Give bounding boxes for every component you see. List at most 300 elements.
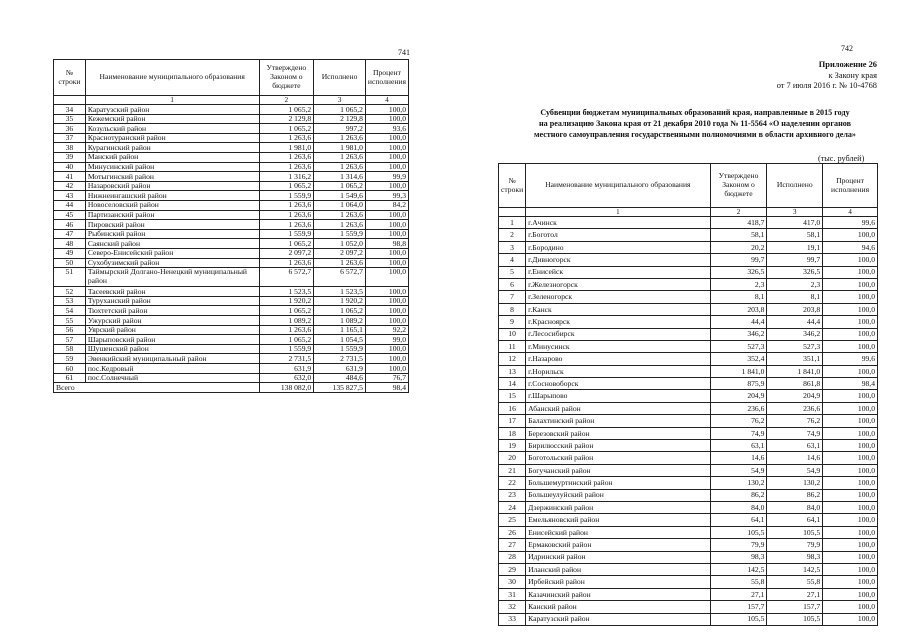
approved-amount: 55,8 bbox=[710, 576, 767, 588]
approved-amount: 346,2 bbox=[710, 328, 767, 340]
row-number: 25 bbox=[499, 514, 526, 526]
municipality-name: Уярский район bbox=[85, 325, 259, 335]
approved-amount: 1 263,6 bbox=[259, 152, 314, 162]
executed-amount: 14,6 bbox=[767, 452, 823, 464]
approved-amount: 418,7 bbox=[710, 217, 767, 229]
municipality-name: г.Бородино bbox=[526, 241, 710, 253]
execution-percent: 100,0 bbox=[823, 266, 878, 278]
execution-percent: 100,0 bbox=[823, 390, 878, 402]
municipality-name: пос.Кедровый bbox=[85, 364, 259, 374]
execution-percent: 100,0 bbox=[365, 306, 408, 316]
document-title bbox=[500, 108, 890, 141]
executed-amount: 105,5 bbox=[767, 613, 823, 625]
executed-amount: 236,6 bbox=[767, 402, 823, 414]
table-row bbox=[499, 427, 878, 439]
execution-percent: 100,0 bbox=[365, 258, 408, 268]
execution-percent: 98,4 bbox=[823, 378, 878, 390]
municipality-name: Енисейский район bbox=[526, 526, 710, 538]
table-row bbox=[499, 303, 878, 315]
approved-amount: 204,9 bbox=[710, 390, 767, 402]
execution-percent: 99,3 bbox=[365, 191, 408, 201]
table-row bbox=[499, 526, 878, 538]
executed-amount: 1 263,6 bbox=[314, 162, 366, 172]
executed-amount: 1 314,6 bbox=[314, 172, 366, 182]
total-label: Всего bbox=[54, 383, 260, 393]
approved-amount: 79,9 bbox=[710, 539, 767, 551]
table-row bbox=[499, 501, 878, 513]
row-number: 5 bbox=[499, 266, 526, 278]
page-number-left: 741 bbox=[398, 48, 410, 57]
table-row bbox=[54, 344, 409, 354]
row-number: 49 bbox=[54, 248, 86, 258]
approved-amount: 1 089,2 bbox=[259, 316, 314, 326]
execution-percent: 100,0 bbox=[823, 539, 878, 551]
municipality-name: Канский район bbox=[526, 601, 710, 613]
municipality-name: Рыбинский район bbox=[85, 229, 259, 239]
executed-amount: 27,1 bbox=[767, 588, 823, 600]
municipality-name: г.Красноярск bbox=[526, 316, 710, 328]
municipality-name: Дзержинский район bbox=[526, 501, 710, 513]
execution-percent: 76,7 bbox=[365, 373, 408, 383]
row-number: 4 bbox=[499, 254, 526, 266]
approved-amount: 1 263,6 bbox=[259, 210, 314, 220]
approved-amount: 1 559,9 bbox=[259, 344, 314, 354]
approved-amount: 1 263,6 bbox=[259, 162, 314, 172]
appendix-law: к Закону края bbox=[828, 70, 877, 80]
column-number: 2 bbox=[259, 96, 314, 105]
header-executed: Исполнено bbox=[767, 164, 823, 208]
row-number: 6 bbox=[499, 278, 526, 290]
approved-amount: 1 559,9 bbox=[259, 191, 314, 201]
execution-percent: 100,0 bbox=[823, 588, 878, 600]
execution-percent: 100,0 bbox=[365, 105, 408, 115]
municipality-name: Партизанский район bbox=[85, 210, 259, 220]
execution-percent: 100,0 bbox=[365, 296, 408, 306]
header-municipality: Наименование муниципального образования bbox=[85, 60, 259, 96]
total-executed: 135 827,5 bbox=[314, 383, 366, 393]
municipality-name: Казачинский район bbox=[526, 588, 710, 600]
approved-amount: 99,7 bbox=[710, 254, 767, 266]
table-row bbox=[499, 551, 878, 563]
approved-amount: 63,1 bbox=[710, 440, 767, 452]
table-row bbox=[54, 306, 409, 316]
municipality-name: г.Сосновоборск bbox=[526, 378, 710, 390]
executed-amount: 130,2 bbox=[767, 477, 823, 489]
approved-amount: 527,3 bbox=[710, 340, 767, 352]
approved-amount: 875,9 bbox=[710, 378, 767, 390]
table-row bbox=[499, 402, 878, 414]
table-row bbox=[499, 241, 878, 253]
executed-amount: 74,9 bbox=[767, 427, 823, 439]
municipality-name: г.Минусинск bbox=[526, 340, 710, 352]
execution-percent: 100,0 bbox=[823, 340, 878, 352]
execution-percent: 93,6 bbox=[365, 124, 408, 134]
row-number: 33 bbox=[499, 613, 526, 625]
table-row bbox=[499, 340, 878, 352]
approved-amount: 1 065,2 bbox=[259, 181, 314, 191]
table-row bbox=[54, 105, 409, 115]
table-row bbox=[499, 353, 878, 365]
execution-percent: 100,0 bbox=[365, 162, 408, 172]
row-number: 40 bbox=[54, 162, 86, 172]
executed-amount: 631,9 bbox=[314, 364, 366, 374]
executed-amount: 2 129,8 bbox=[314, 114, 366, 124]
execution-percent: 100,0 bbox=[823, 563, 878, 575]
document-title-line: местного самоуправления государственными полномочиями в области архивного дела» bbox=[534, 129, 856, 139]
row-number: 52 bbox=[54, 287, 86, 297]
table-row bbox=[54, 133, 409, 143]
table-row bbox=[499, 328, 878, 340]
row-number: 8 bbox=[499, 303, 526, 315]
municipality-name: Назаровский район bbox=[85, 181, 259, 191]
executed-amount: 8,1 bbox=[767, 291, 823, 303]
approved-amount: 1 316,2 bbox=[259, 172, 314, 182]
approved-amount: 64,1 bbox=[710, 514, 767, 526]
approved-amount: 142,5 bbox=[710, 563, 767, 575]
approved-amount: 2 097,2 bbox=[259, 248, 314, 258]
row-number: 36 bbox=[54, 124, 86, 134]
column-number: 4 bbox=[823, 208, 878, 217]
row-number: 1 bbox=[499, 217, 526, 229]
right-budget-table bbox=[498, 163, 878, 626]
row-number: 57 bbox=[54, 335, 86, 345]
execution-percent: 100,0 bbox=[823, 316, 878, 328]
municipality-name: Иланский район bbox=[526, 563, 710, 575]
municipality-name: Эвенкийский муниципальный район bbox=[85, 354, 259, 364]
executed-amount: 1 065,2 bbox=[314, 306, 366, 316]
right-table-body bbox=[499, 217, 878, 626]
row-number: 58 bbox=[54, 344, 86, 354]
executed-amount: 1 052,0 bbox=[314, 239, 366, 249]
approved-amount: 1 065,2 bbox=[259, 239, 314, 249]
table-row bbox=[54, 268, 409, 287]
approved-amount: 1 263,6 bbox=[259, 200, 314, 210]
row-number: 56 bbox=[54, 325, 86, 335]
approved-amount: 84,0 bbox=[710, 501, 767, 513]
execution-percent: 100,0 bbox=[823, 601, 878, 613]
municipality-name: Богучанский район bbox=[526, 464, 710, 476]
row-number: 45 bbox=[54, 210, 86, 220]
municipality-name: г.Канск bbox=[526, 303, 710, 315]
approved-amount: 1 263,6 bbox=[259, 258, 314, 268]
municipality-name: Мотыгинский район bbox=[85, 172, 259, 182]
municipality-name: Краснотуранский район bbox=[85, 133, 259, 143]
execution-percent: 100,0 bbox=[365, 229, 408, 239]
table-row bbox=[54, 143, 409, 153]
executed-amount: 98,3 bbox=[767, 551, 823, 563]
row-number: 28 bbox=[499, 551, 526, 563]
municipality-name: Балахтинский район bbox=[526, 415, 710, 427]
table-row bbox=[54, 364, 409, 374]
municipality-name: Большемуртинский район bbox=[526, 477, 710, 489]
executed-amount: 79,9 bbox=[767, 539, 823, 551]
table-row bbox=[499, 601, 878, 613]
table-row bbox=[499, 489, 878, 501]
table-row bbox=[54, 229, 409, 239]
executed-amount: 19,1 bbox=[767, 241, 823, 253]
column-number: 3 bbox=[767, 208, 823, 217]
row-number: 55 bbox=[54, 316, 86, 326]
row-number: 20 bbox=[499, 452, 526, 464]
executed-amount: 2 097,2 bbox=[314, 248, 366, 258]
table-row bbox=[499, 254, 878, 266]
execution-percent: 100,0 bbox=[365, 364, 408, 374]
approved-amount: 1 263,6 bbox=[259, 133, 314, 143]
row-number: 54 bbox=[54, 306, 86, 316]
execution-percent: 100,0 bbox=[365, 287, 408, 297]
approved-amount: 6 572,7 bbox=[259, 268, 314, 287]
row-number: 12 bbox=[499, 353, 526, 365]
column-number bbox=[54, 96, 86, 105]
execution-percent: 100,0 bbox=[365, 316, 408, 326]
approved-amount: 2,3 bbox=[710, 278, 767, 290]
executed-amount: 1 559,9 bbox=[314, 229, 366, 239]
municipality-name: Северо-Енисейский район bbox=[85, 248, 259, 258]
execution-percent: 100,0 bbox=[823, 229, 878, 241]
approved-amount: 58,1 bbox=[710, 229, 767, 241]
executed-amount: 1 054,5 bbox=[314, 335, 366, 345]
execution-percent: 100,0 bbox=[823, 526, 878, 538]
executed-amount: 63,1 bbox=[767, 440, 823, 452]
table-row bbox=[54, 124, 409, 134]
executed-amount: 351,1 bbox=[767, 353, 823, 365]
execution-percent: 100,0 bbox=[365, 210, 408, 220]
header-row-number: № строки bbox=[54, 60, 86, 96]
municipality-name: Курагинский район bbox=[85, 143, 259, 153]
municipality-name: Ирбейский район bbox=[526, 576, 710, 588]
table-row bbox=[499, 365, 878, 377]
approved-amount: 74,9 bbox=[710, 427, 767, 439]
municipality-name: Туруханский район bbox=[85, 296, 259, 306]
row-number: 47 bbox=[54, 229, 86, 239]
executed-amount: 997,2 bbox=[314, 124, 366, 134]
municipality-name: Ужурский район bbox=[85, 316, 259, 326]
execution-percent: 100,0 bbox=[365, 133, 408, 143]
row-number: 59 bbox=[54, 354, 86, 364]
column-number: 1 bbox=[526, 208, 710, 217]
table-row bbox=[499, 229, 878, 241]
table-row bbox=[54, 316, 409, 326]
table-row bbox=[499, 217, 878, 229]
municipality-name: Пировский район bbox=[85, 220, 259, 230]
municipality-name: Саянский район bbox=[85, 239, 259, 249]
execution-percent: 99,0 bbox=[365, 335, 408, 345]
row-number: 7 bbox=[499, 291, 526, 303]
table-row bbox=[499, 390, 878, 402]
table-row bbox=[499, 415, 878, 427]
executed-amount: 1 263,6 bbox=[314, 152, 366, 162]
row-number: 22 bbox=[499, 477, 526, 489]
executed-amount: 204,9 bbox=[767, 390, 823, 402]
executed-amount: 1 064,0 bbox=[314, 200, 366, 210]
municipality-name: г.Боготол bbox=[526, 229, 710, 241]
executed-amount: 1 089,2 bbox=[314, 316, 366, 326]
table-row bbox=[54, 373, 409, 383]
table-row bbox=[499, 278, 878, 290]
row-number: 15 bbox=[499, 390, 526, 402]
execution-percent: 94,6 bbox=[823, 241, 878, 253]
header-row-number: № строки bbox=[499, 164, 526, 208]
header-municipality: Наименование муниципального образования bbox=[526, 164, 710, 208]
approved-amount: 54,9 bbox=[710, 464, 767, 476]
document-title-line: на реализацию Закона края от 21 декабря 2010 года № 11-5564 «О наделении органов bbox=[539, 118, 851, 128]
table-row bbox=[499, 576, 878, 588]
execution-percent: 100,0 bbox=[365, 268, 408, 287]
execution-percent: 100,0 bbox=[823, 440, 878, 452]
executed-amount: 58,1 bbox=[767, 229, 823, 241]
approved-amount: 44,4 bbox=[710, 316, 767, 328]
execution-percent: 100,0 bbox=[365, 344, 408, 354]
table-row bbox=[499, 291, 878, 303]
approved-amount: 105,5 bbox=[710, 613, 767, 625]
executed-amount: 1 263,6 bbox=[314, 220, 366, 230]
execution-percent: 100,0 bbox=[823, 278, 878, 290]
execution-percent: 100,0 bbox=[823, 365, 878, 377]
column-number: 2 bbox=[710, 208, 767, 217]
unit-label: (тыс. рублей) bbox=[818, 154, 865, 163]
executed-amount: 86,2 bbox=[767, 489, 823, 501]
executed-amount: 346,2 bbox=[767, 328, 823, 340]
executed-amount: 203,8 bbox=[767, 303, 823, 315]
header-percent: Процент исполнения bbox=[823, 164, 878, 208]
table-row bbox=[54, 325, 409, 335]
municipality-name: Емельяновский район bbox=[526, 514, 710, 526]
execution-percent: 100,0 bbox=[823, 402, 878, 414]
table-row bbox=[54, 162, 409, 172]
executed-amount: 54,9 bbox=[767, 464, 823, 476]
approved-amount: 98,3 bbox=[710, 551, 767, 563]
row-number: 14 bbox=[499, 378, 526, 390]
table-row bbox=[54, 181, 409, 191]
executed-amount: 6 572,7 bbox=[314, 268, 366, 287]
execution-percent: 99,9 bbox=[365, 172, 408, 182]
execution-percent: 100,0 bbox=[823, 489, 878, 501]
row-number: 44 bbox=[54, 200, 86, 210]
approved-amount: 236,6 bbox=[710, 402, 767, 414]
column-number: 4 bbox=[365, 96, 408, 105]
executed-amount: 105,5 bbox=[767, 526, 823, 538]
municipality-name: Тасеевский район bbox=[85, 287, 259, 297]
approved-amount: 1 065,2 bbox=[259, 335, 314, 345]
executed-amount: 484,6 bbox=[314, 373, 366, 383]
row-number: 18 bbox=[499, 427, 526, 439]
row-number: 26 bbox=[499, 526, 526, 538]
approved-amount: 1 065,2 bbox=[259, 105, 314, 115]
table-row bbox=[54, 296, 409, 306]
municipality-name: Ермаковский район bbox=[526, 539, 710, 551]
approved-amount: 105,5 bbox=[710, 526, 767, 538]
row-number: 17 bbox=[499, 415, 526, 427]
execution-percent: 100,0 bbox=[823, 303, 878, 315]
executed-amount: 55,8 bbox=[767, 576, 823, 588]
row-number: 27 bbox=[499, 539, 526, 551]
table-row bbox=[499, 539, 878, 551]
execution-percent: 100,0 bbox=[365, 143, 408, 153]
municipality-name: г.Зеленогорск bbox=[526, 291, 710, 303]
row-number: 30 bbox=[499, 576, 526, 588]
approved-amount: 1 065,2 bbox=[259, 124, 314, 134]
document-title-line: Субвенции бюджетам муниципальных образований края, направленные в 2015 году bbox=[540, 108, 850, 117]
municipality-name: Таймырский Долгано-Ненецкий муниципальный район bbox=[85, 268, 259, 287]
total-approved: 138 082,0 bbox=[259, 383, 314, 393]
municipality-name: Березовский район bbox=[526, 427, 710, 439]
executed-amount: 64,1 bbox=[767, 514, 823, 526]
row-number: 41 bbox=[54, 172, 86, 182]
execution-percent: 100,0 bbox=[823, 514, 878, 526]
execution-percent: 98,8 bbox=[365, 239, 408, 249]
row-number: 43 bbox=[54, 191, 86, 201]
approved-amount: 20,2 bbox=[710, 241, 767, 253]
total-percent: 98,4 bbox=[365, 383, 408, 393]
row-number: 11 bbox=[499, 340, 526, 352]
executed-amount: 1 263,6 bbox=[314, 210, 366, 220]
execution-percent: 100,0 bbox=[365, 181, 408, 191]
table-row bbox=[54, 287, 409, 297]
municipality-name: Каратузский район bbox=[85, 105, 259, 115]
row-number: 32 bbox=[499, 601, 526, 613]
column-number: 1 bbox=[85, 96, 259, 105]
municipality-name: Боготольский район bbox=[526, 452, 710, 464]
appendix-date: от 7 июля 2016 г. № 10-4768 bbox=[776, 81, 877, 90]
row-number: 23 bbox=[499, 489, 526, 501]
execution-percent: 99,6 bbox=[823, 217, 878, 229]
municipality-name: Сухобузимский район bbox=[85, 258, 259, 268]
row-number: 61 bbox=[54, 373, 86, 383]
approved-amount: 14,6 bbox=[710, 452, 767, 464]
municipality-name: Нижнеингашский район bbox=[85, 191, 259, 201]
table-row bbox=[54, 172, 409, 182]
header-approved: Утверждено Законом о бюджете bbox=[259, 60, 314, 96]
execution-percent: 100,0 bbox=[823, 291, 878, 303]
executed-amount: 142,5 bbox=[767, 563, 823, 575]
execution-percent: 100,0 bbox=[365, 152, 408, 162]
page-number-right: 742 bbox=[841, 44, 853, 53]
table-row bbox=[54, 248, 409, 258]
approved-amount: 1 920,2 bbox=[259, 296, 314, 306]
municipality-name: г.Лесосибирск bbox=[526, 328, 710, 340]
table-row bbox=[54, 239, 409, 249]
executed-amount: 1 920,2 bbox=[314, 296, 366, 306]
executed-amount: 1 165,1 bbox=[314, 325, 366, 335]
approved-amount: 632,0 bbox=[259, 373, 314, 383]
execution-percent: 100,0 bbox=[365, 220, 408, 230]
column-number: 3 bbox=[314, 96, 366, 105]
table-row bbox=[499, 266, 878, 278]
execution-percent: 100,0 bbox=[823, 452, 878, 464]
row-number: 37 bbox=[54, 133, 86, 143]
row-number: 24 bbox=[499, 501, 526, 513]
municipality-name: Бирилюсский район bbox=[526, 440, 710, 452]
executed-amount: 326,5 bbox=[767, 266, 823, 278]
approved-amount: 1 559,9 bbox=[259, 229, 314, 239]
total-row bbox=[54, 383, 409, 393]
table-row bbox=[499, 613, 878, 625]
municipality-name: г.Енисейск bbox=[526, 266, 710, 278]
approved-amount: 86,2 bbox=[710, 489, 767, 501]
table-row bbox=[54, 220, 409, 230]
table-row bbox=[54, 335, 409, 345]
table-row bbox=[499, 464, 878, 476]
row-number: 3 bbox=[499, 241, 526, 253]
table-row bbox=[499, 588, 878, 600]
municipality-name: г.Дивногорск bbox=[526, 254, 710, 266]
municipality-name: г.Железногорск bbox=[526, 278, 710, 290]
executed-amount: 861,8 bbox=[767, 378, 823, 390]
approved-amount: 27,1 bbox=[710, 588, 767, 600]
approved-amount: 1 065,2 bbox=[259, 306, 314, 316]
executed-amount: 1 065,2 bbox=[314, 105, 366, 115]
municipality-name: г.Шарыпово bbox=[526, 390, 710, 402]
